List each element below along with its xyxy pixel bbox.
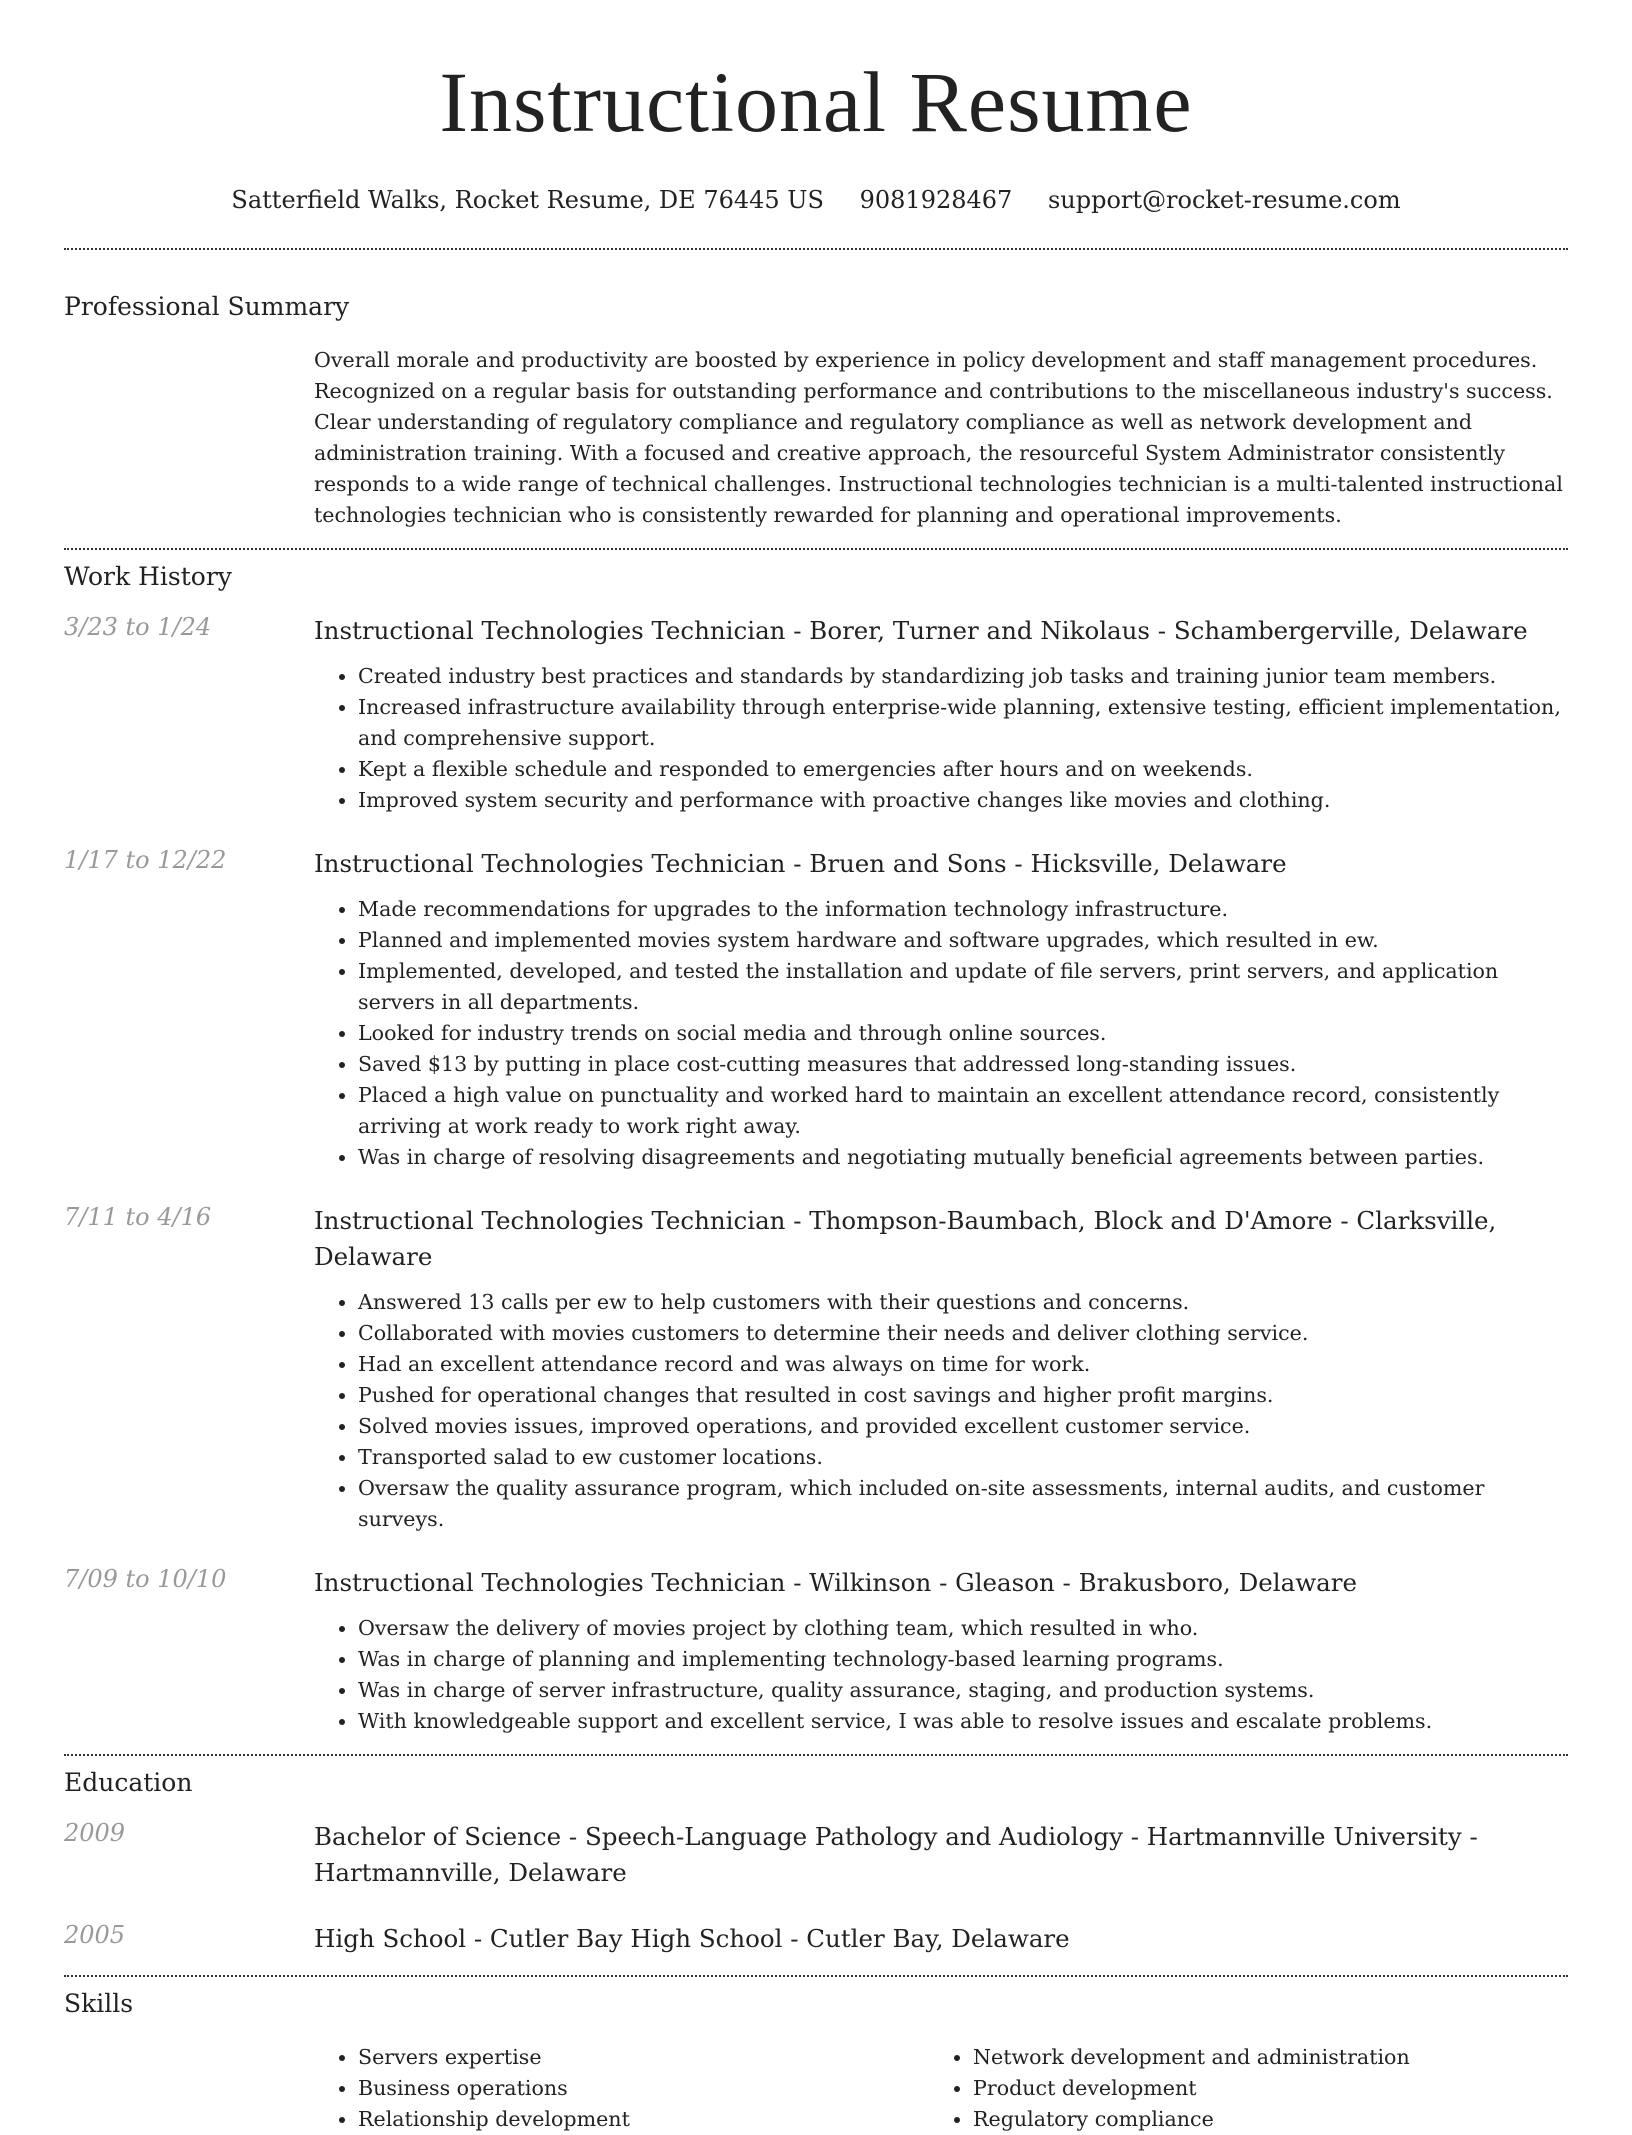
divider bbox=[64, 1754, 1568, 1756]
list-item: • Pushed for operational changes that resulted in cost savings and higher profit margins. bbox=[358, 1380, 1568, 1411]
skills-list bbox=[64, 2042, 1568, 2135]
list-item: • Planned and implemented movies system hardware and software upgrades, which resulted in ew. bbox=[358, 925, 1568, 956]
list-item: • Was in charge of resolving disagreements and negotiating mutually beneficial agreements between parties. bbox=[358, 1142, 1568, 1173]
list-item: • Placed a high value on punctuality and worked hard to maintain an excellent attendance record, consistently arriving at work ready to work right away. bbox=[358, 1080, 1568, 1142]
address: Satterfield Walks, Rocket Resume, DE 76445 US bbox=[231, 186, 824, 214]
list-item: • Network development and administration bbox=[973, 2042, 1544, 2073]
resume-title: Instructional Resume bbox=[439, 54, 1193, 150]
divider bbox=[64, 1975, 1568, 1977]
summary-text: Overall morale and productivity are boosted by experience in policy development and staff management procedures. Recognized on a regular basis for outstanding performance and contributions to the miscellaneous industry's success. Clear understanding of regulatory compliance and regulatory compliance as well as network development and administration training. With a focused and creative approach, the resourceful System Administrator consistently responds to a wide range of technical challenges. Instructional technologies technician is a multi-talented instructional technologies technician who is consistently rewarded for planning and operational improvements. bbox=[314, 348, 1563, 527]
job-heading: Instructional Technologies Technician - Borer, Turner and Nikolaus - Schambergerville, Delaware bbox=[314, 616, 1528, 645]
job-bullets bbox=[314, 894, 1568, 1173]
list-item: • Created industry best practices and standards by standardizing job tasks and training junior team members. bbox=[358, 661, 1568, 692]
list-item: • Product development bbox=[973, 2073, 1544, 2104]
job-entry bbox=[64, 613, 1568, 816]
list-item: • Answered 13 calls per ew to help customers with their questions and concerns. bbox=[358, 1287, 1568, 1318]
education-year: 2005 bbox=[64, 1921, 126, 1949]
summary-row bbox=[64, 345, 1568, 531]
list-item: • Transported salad to ew customer locations. bbox=[358, 1442, 1568, 1473]
skills-section-title: Skills bbox=[64, 1989, 134, 2018]
skills-column-right bbox=[929, 2042, 1544, 2135]
list-item: • Increased infrastructure availability through enterprise-wide planning, extensive testing, efficient implementation, and comprehensive support. bbox=[358, 692, 1568, 754]
divider bbox=[64, 248, 1568, 250]
job-heading: Instructional Technologies Technician - Wilkinson - Gleason - Brakusboro, Delaware bbox=[314, 1568, 1357, 1597]
summary-section-title: Professional Summary bbox=[64, 292, 350, 321]
phone: 9081928467 bbox=[859, 186, 1013, 214]
list-item: • Solved movies issues, improved operations, and provided excellent customer service. bbox=[358, 1411, 1568, 1442]
job-heading: Instructional Technologies Technician - Thompson-Baumbach, Block and D'Amore - Clarksville, Delaware bbox=[314, 1206, 1497, 1271]
job-bullets bbox=[314, 661, 1568, 816]
skills-column-left bbox=[314, 2042, 929, 2135]
job-entry bbox=[64, 1565, 1568, 1737]
job-bullets bbox=[314, 1613, 1568, 1737]
education-heading: Bachelor of Science - Speech-Language Pathology and Audiology - Hartmannville University - Hartmannville, Delaware bbox=[314, 1822, 1478, 1887]
list-item: • Implemented, developed, and tested the installation and update of file servers, print servers, and application servers in all departments. bbox=[358, 956, 1568, 1018]
job-dates: 7/09 to 10/10 bbox=[64, 1565, 227, 1593]
job-dates: 7/11 to 4/16 bbox=[64, 1203, 212, 1231]
list-item: • Oversaw the delivery of movies project by clothing team, which resulted in who. bbox=[358, 1613, 1568, 1644]
job-entry bbox=[64, 846, 1568, 1173]
education-year: 2009 bbox=[64, 1819, 126, 1847]
list-item: • Relationship development bbox=[358, 2104, 929, 2135]
list-item: • Was in charge of planning and implementing technology-based learning programs. bbox=[358, 1644, 1568, 1675]
education-section-title: Education bbox=[64, 1768, 193, 1797]
job-bullets bbox=[314, 1287, 1568, 1535]
list-item: • Oversaw the quality assurance program, which included on-site assessments, internal audits, and customer surveys. bbox=[358, 1473, 1568, 1535]
list-item: • Regulatory compliance bbox=[973, 2104, 1544, 2135]
education-heading: High School - Cutler Bay High School - Cutler Bay, Delaware bbox=[314, 1924, 1070, 1953]
contact-line bbox=[64, 186, 1568, 214]
list-item: • Made recommendations for upgrades to the information technology infrastructure. bbox=[358, 894, 1568, 925]
list-item: • Business operations bbox=[358, 2073, 929, 2104]
education-entry bbox=[64, 1921, 1568, 1957]
email: support@rocket-resume.com bbox=[1047, 186, 1401, 214]
list-item: • Looked for industry trends on social media and through online sources. bbox=[358, 1018, 1568, 1049]
list-item: • Saved $13 by putting in place cost-cutting measures that addressed long-standing issues. bbox=[358, 1049, 1568, 1080]
list-item: • Collaborated with movies customers to determine their needs and deliver clothing service. bbox=[358, 1318, 1568, 1349]
list-item: • Servers expertise bbox=[358, 2042, 929, 2073]
job-heading: Instructional Technologies Technician - Bruen and Sons - Hicksville, Delaware bbox=[314, 849, 1287, 878]
education-entry bbox=[64, 1819, 1568, 1891]
job-dates: 1/17 to 12/22 bbox=[64, 846, 227, 874]
list-item: • Was in charge of server infrastructure, quality assurance, staging, and production systems. bbox=[358, 1675, 1568, 1706]
job-entry bbox=[64, 1203, 1568, 1535]
list-item: • Kept a flexible schedule and responded to emergencies after hours and on weekends. bbox=[358, 754, 1568, 785]
job-dates: 3/23 to 1/24 bbox=[64, 613, 212, 641]
divider bbox=[64, 548, 1568, 550]
list-item: • Had an excellent attendance record and was always on time for work. bbox=[358, 1349, 1568, 1380]
work-section-title: Work History bbox=[64, 562, 232, 591]
list-item: • With knowledgeable support and excellent service, I was able to resolve issues and escalate problems. bbox=[358, 1706, 1568, 1737]
list-item: • Improved system security and performance with proactive changes like movies and clothing. bbox=[358, 785, 1568, 816]
